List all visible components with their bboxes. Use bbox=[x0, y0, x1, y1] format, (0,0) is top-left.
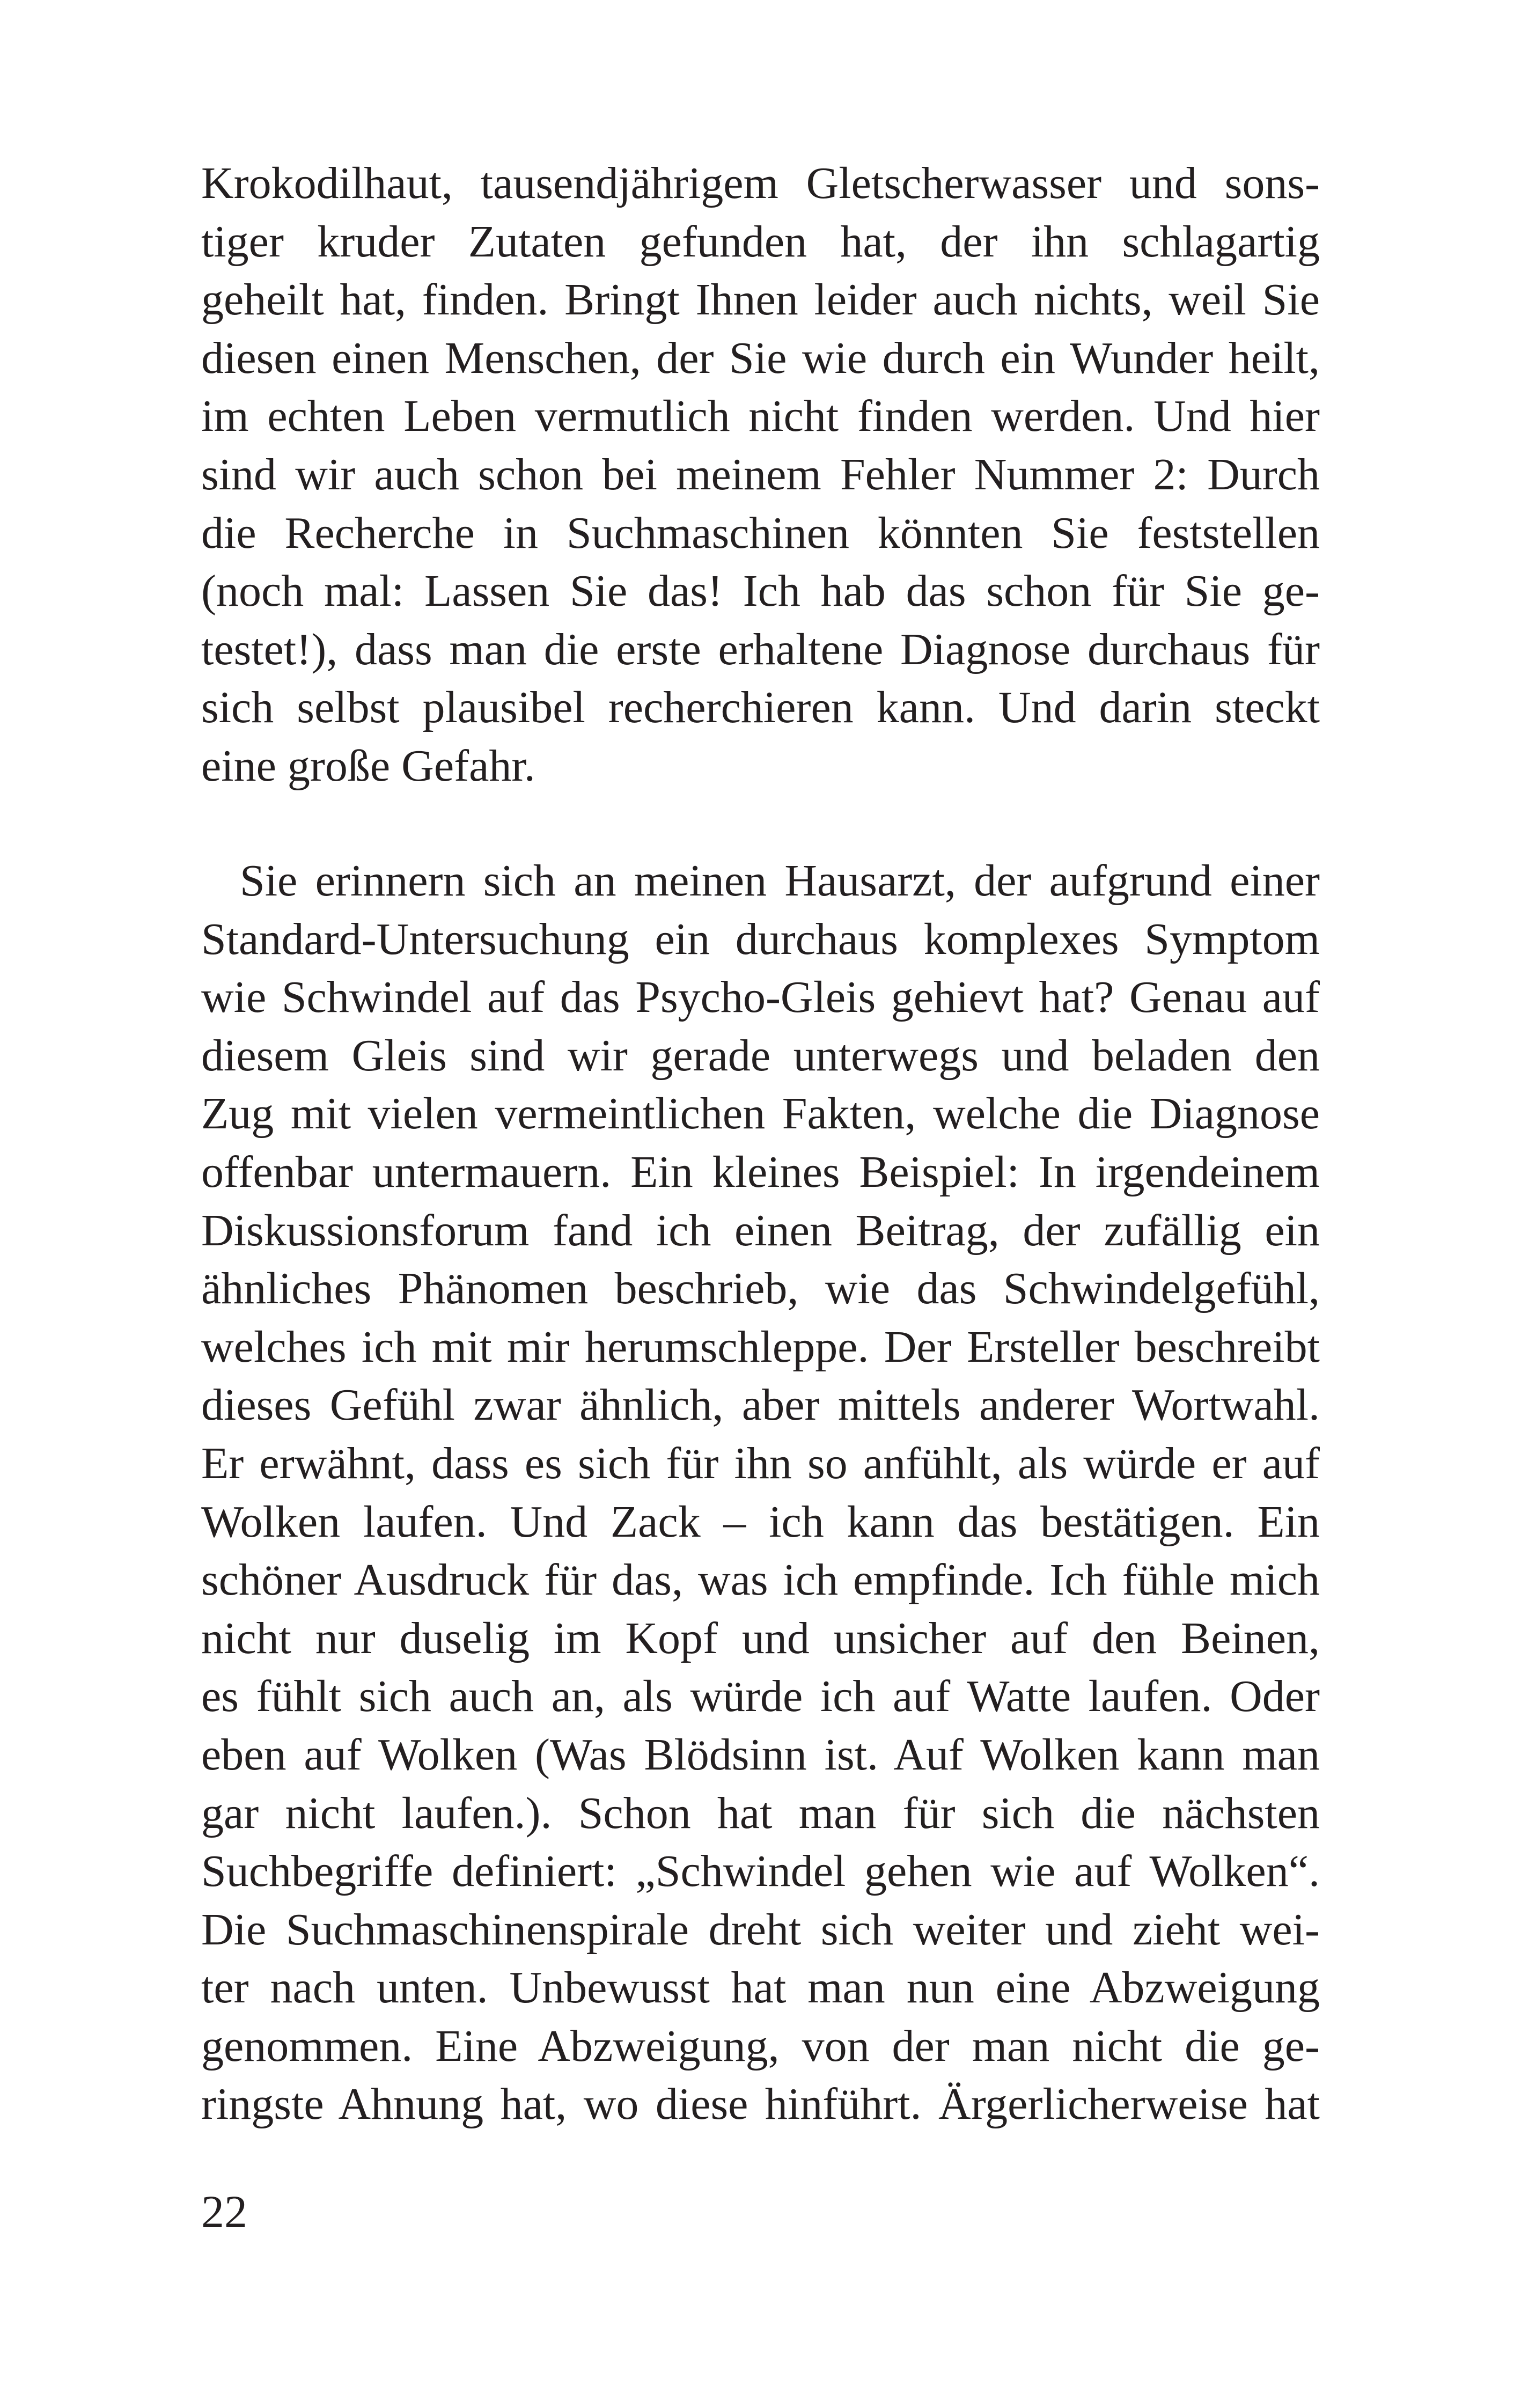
text-line: eben auf Wolken (Was Blödsinn ist. Auf Wolken kann man bbox=[201, 1729, 1320, 1780]
paragraph-1 bbox=[201, 155, 1320, 796]
page-number: 22 bbox=[201, 2186, 247, 2237]
paragraph-2 bbox=[201, 852, 1320, 2134]
text-line: schöner Ausdruck für das, was ich empfinde. Ich fühle mich bbox=[201, 1555, 1320, 1605]
text-line: tiger kruder Zutaten gefunden hat, der ihn schlagartig bbox=[201, 216, 1320, 267]
text-line: Sie erinnern sich an meinen Hausarzt, der aufgrund einer bbox=[240, 856, 1320, 906]
text-line: Die Suchmaschinenspirale dreht sich weiter und zieht wei- bbox=[201, 1904, 1320, 1955]
text-line: Er erwähnt, dass es sich für ihn so anfühlt, als würde er auf bbox=[201, 1438, 1320, 1488]
text-line: sind wir auch schon bei meinem Fehler Nummer 2: Durch bbox=[201, 449, 1320, 500]
text-line: ter nach unten. Unbewusst hat man nun eine Abzweigung bbox=[201, 1963, 1320, 2013]
text-line: Diskussionsforum fand ich einen Beitrag, der zufällig ein bbox=[201, 1205, 1320, 1256]
text-line: gar nicht laufen.). Schon hat man für sich die nächsten bbox=[201, 1788, 1320, 1838]
text-line: ähnliches Phänomen beschrieb, wie das Schwindelgefühl, bbox=[201, 1264, 1320, 1314]
text-line: sich selbst plausibel recherchieren kann. Und darin steckt bbox=[201, 682, 1320, 733]
text-line: Zug mit vielen vermeintlichen Fakten, welche die Diagnose bbox=[201, 1089, 1320, 1139]
text-line: geheilt hat, finden. Bringt Ihnen leider auch nichts, weil Sie bbox=[201, 275, 1320, 325]
text-line: Suchbegriffe definiert: „Schwindel gehen wie auf Wolken“. bbox=[201, 1846, 1320, 1897]
text-line: wie Schwindel auf das Psycho-Gleis gehievt hat? Genau auf bbox=[201, 972, 1320, 1023]
text-line: diesem Gleis sind wir gerade unterwegs und beladen den bbox=[201, 1030, 1320, 1081]
text-line: offenbar untermauern. Ein kleines Beispiel: In irgendeinem bbox=[201, 1147, 1320, 1197]
text-line: Standard-Untersuchung ein durchaus komplexes Symptom bbox=[201, 914, 1320, 964]
text-line: eine große Gefahr. bbox=[201, 740, 535, 791]
text-line: genommen. Eine Abzweigung, von der man nicht die ge- bbox=[201, 2021, 1320, 2071]
text-line: testet!), dass man die erste erhaltene Diagnose durchaus für bbox=[201, 624, 1320, 674]
text-line: ringste Ahnung hat, wo diese hinführt. Ärgerlicherweise hat bbox=[201, 2079, 1320, 2130]
text-line: Wolken laufen. Und Zack – ich kann das bestätigen. Ein bbox=[201, 1496, 1320, 1547]
text-line: im echten Leben vermutlich nicht finden werden. Und hier bbox=[201, 391, 1320, 442]
text-line: (noch mal: Lassen Sie das! Ich hab das schon für Sie ge- bbox=[201, 566, 1320, 616]
text-line: welches ich mit mir herumschleppe. Der Ersteller beschreibt bbox=[201, 1322, 1320, 1372]
text-line: es fühlt sich auch an, als würde ich auf Watte laufen. Oder bbox=[201, 1671, 1320, 1722]
text-line: diesen einen Menschen, der Sie wie durch ein Wunder heilt, bbox=[201, 333, 1320, 383]
text-line: dieses Gefühl zwar ähnlich, aber mittels anderer Wortwahl. bbox=[201, 1380, 1320, 1430]
text-line: nicht nur duselig im Kopf und unsicher auf den Beinen, bbox=[201, 1613, 1320, 1663]
text-line: Krokodilhaut, tausendjährigem Gletscherwasser und sons- bbox=[201, 158, 1320, 208]
text-line: die Recherche in Suchmaschinen könnten Sie feststellen bbox=[201, 508, 1320, 558]
